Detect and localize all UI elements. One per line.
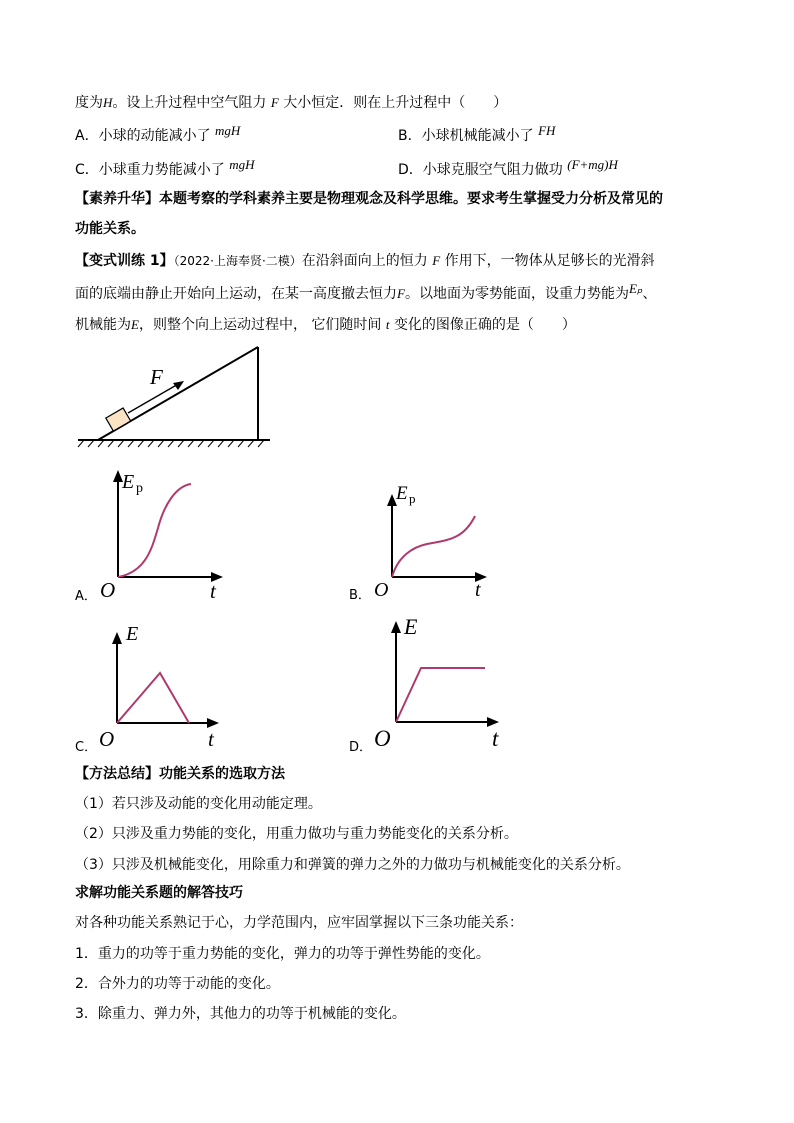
suyang-text-2: 功能关系。 — [75, 221, 145, 237]
tips-item-3: 3．除重力、弹力外，其他力的功等于机械能的变化。 — [75, 1006, 406, 1022]
graph-c[interactable] — [90, 618, 235, 753]
option-c-expr: mgH — [229, 157, 255, 172]
graph-b-origin: O — [374, 579, 389, 598]
var-H: H — [103, 95, 113, 110]
option-a[interactable] — [75, 123, 241, 146]
graph-b-ylabel: E — [396, 483, 408, 504]
ground-hatching — [78, 440, 270, 447]
method-item-3: （3）只涉及机械能变化，用除重力和弹簧的弹力之外的力做功与机械能变化的关系分析。 — [75, 857, 630, 873]
stem-text: 度为 — [75, 95, 103, 111]
var-Ep: Eₚ — [628, 281, 643, 296]
var-t: t — [385, 317, 390, 332]
graph-a-ysub: p — [136, 481, 143, 496]
graph-b[interactable] — [365, 478, 500, 598]
variant-text: 在沿斜面向上的恒力 — [301, 253, 428, 269]
graph-a-xlabel: t — [210, 579, 216, 602]
graph-c-origin: O — [99, 727, 115, 751]
option-d-expr: (F+mg)H — [567, 157, 618, 172]
var-F: F — [270, 95, 279, 110]
graph-c-xlabel: t — [208, 727, 214, 751]
graph-c-option[interactable]: C． — [75, 740, 98, 755]
variant-text: 它们随时间 — [311, 317, 382, 333]
graph-a[interactable] — [90, 462, 240, 602]
stem-text: 大小恒定．则在上升过程中（ ） — [283, 95, 508, 111]
option-c[interactable] — [75, 157, 255, 180]
tips-title: 求解功能关系题的解答技巧 — [75, 885, 243, 901]
variant-text: 。以地面为零势能面，设重力势能为 — [404, 286, 629, 302]
option-d-text: D．小球克服空气阻力做功 — [398, 162, 563, 178]
suyang-title: 【素养升华】 — [75, 191, 159, 207]
option-a-text: A．小球的动能减小了 — [75, 128, 211, 144]
graph-a-ylabel: E — [122, 471, 135, 493]
variant-text: 、 — [642, 286, 657, 302]
variant-text: 机械能为 — [75, 317, 131, 333]
graph-c-ylabel: E — [126, 623, 139, 645]
graph-d[interactable] — [366, 608, 511, 753]
force-label: F — [150, 365, 163, 389]
graph-d-origin: O — [374, 726, 391, 751]
stem-text: 。设上升过程中空气阻力 — [112, 95, 267, 111]
method-item-1: （1）若只涉及动能的变化用动能定理。 — [75, 796, 322, 812]
question-stem — [75, 93, 507, 113]
graph-b-ysub: p — [409, 491, 416, 506]
suyang-line1 — [75, 189, 663, 209]
option-a-expr: mgH — [215, 123, 241, 138]
option-d[interactable] — [398, 157, 618, 180]
incline-figure — [70, 340, 290, 450]
tips-item-2: 2．合外力的功等于动能的变化。 — [75, 976, 280, 992]
suyang-text: 本题考察的学科素养主要是物理观念及科学思维。要求考生掌握受力分析及常见的 — [159, 191, 663, 207]
graph-a-option[interactable]: A． — [75, 589, 97, 604]
graph-a-curve — [118, 484, 191, 577]
method-title-bracket: 【方法总结】 — [75, 766, 159, 782]
tips-item-1: 1．重力的功等于重力势能的变化，弹力的功等于弹性势能的变化。 — [75, 946, 490, 962]
variant-source: （2022·上海奉贤·二模） — [173, 254, 302, 268]
suyang-line2 — [75, 219, 145, 239]
graph-a-origin: O — [100, 578, 116, 602]
graph-d-ylabel: E — [404, 614, 418, 639]
graph-d-xlabel: t — [492, 726, 499, 751]
method-item-2: （2）只涉及重力势能的变化，用重力做功与重力势能变化的关系分析。 — [75, 826, 518, 842]
variant-line1 — [75, 251, 655, 271]
option-c-text: C．小球重力势能减小了 — [75, 162, 225, 178]
graph-d-curve — [396, 668, 485, 722]
variant-line2 — [75, 281, 657, 304]
variant-text: 变化的图像正确的是（ ） — [393, 317, 576, 333]
method-title — [75, 764, 285, 784]
graph-b-xlabel: t — [475, 579, 481, 598]
graph-d-option[interactable]: D． — [349, 740, 373, 755]
variant-text: 作用下，一物体从足够长的光滑斜 — [444, 253, 655, 269]
var-E: E — [131, 317, 139, 332]
var-F: F — [397, 286, 405, 301]
variant-line3 — [75, 315, 576, 335]
method-title-text: 功能关系的选取方法 — [159, 766, 285, 782]
tips-intro: 对各种功能关系熟记于心，力学范围内，应牢固掌握以下三条功能关系： — [75, 915, 523, 931]
graph-b-curve — [392, 516, 475, 577]
variant-text: ，则整个向上运动过程中， — [138, 317, 307, 333]
option-b-text: B．小球机械能减小了 — [398, 128, 534, 144]
block — [106, 408, 131, 431]
option-b[interactable] — [398, 123, 556, 146]
graph-c-curve — [117, 673, 189, 723]
var-F: F — [432, 253, 441, 268]
graph-b-option[interactable]: B． — [349, 588, 371, 603]
variant-text: 面的底端由静止开始向上运动，在某一高度撤去恒力 — [75, 286, 397, 302]
option-b-expr: FH — [538, 123, 556, 138]
variant-title: 【变式训练 1】 — [75, 253, 174, 269]
